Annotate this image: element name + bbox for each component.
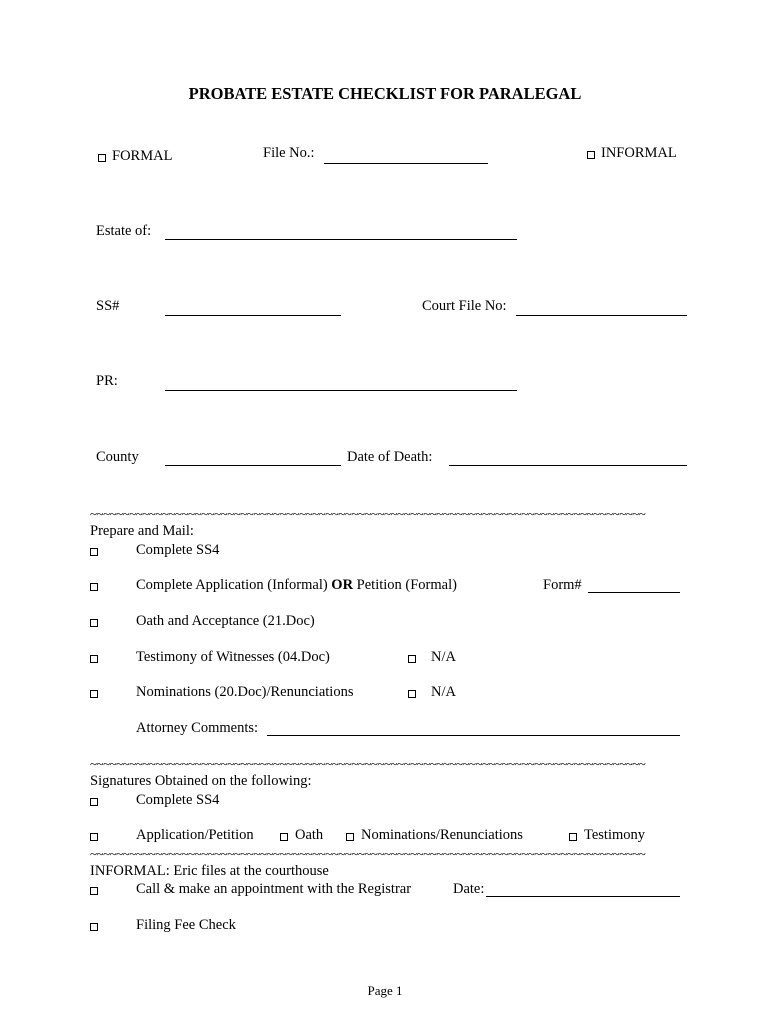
- estate-of-field[interactable]: [165, 239, 517, 240]
- form-no-label: Form#: [543, 577, 582, 593]
- separator-line: ~~~~~~~~~~~~~~~~~~~~~~~~~~~~~~~~~~~~~~~~~~~~~~~~~~~~~~~~~~~~~~~~~~~~~~~~~~~~~~~~~~~~~: [90, 846, 646, 861]
- prepare-application-checkbox[interactable]: [90, 583, 98, 591]
- signatures-application-checkbox[interactable]: [90, 833, 98, 841]
- formal-label: FORMAL: [112, 148, 173, 164]
- prepare-oath-checkbox[interactable]: [90, 619, 98, 627]
- court-file-no-field[interactable]: [516, 315, 687, 316]
- pr-label: PR:: [96, 373, 118, 389]
- date-of-death-field[interactable]: [449, 465, 687, 466]
- prepare-testimony-label: Testimony of Witnesses (04.Doc): [136, 649, 330, 665]
- prepare-testimony-checkbox[interactable]: [90, 655, 98, 663]
- page-number: Page 1: [367, 983, 403, 998]
- attorney-comments-label: Attorney Comments:: [136, 720, 259, 736]
- separator-line: ~~~~~~~~~~~~~~~~~~~~~~~~~~~~~~~~~~~~~~~~~~~~~~~~~~~~~~~~~~~~~~~~~~~~~~~~~~~~~~~~~~~~~: [90, 506, 646, 521]
- prepare-nominations-checkbox[interactable]: [90, 690, 98, 698]
- testimony-na-label: N/A: [431, 649, 456, 665]
- signatures-testimony-label: Testimony: [584, 827, 646, 843]
- signatures-nominations-checkbox[interactable]: [346, 833, 354, 841]
- prepare-application-label: Complete Application (Informal) OR Petition (Formal): [136, 577, 457, 593]
- prepare-nominations-label: Nominations (20.Doc)/Renunciations: [136, 684, 354, 700]
- formal-checkbox[interactable]: [98, 154, 106, 162]
- informal-call-label: Call & make an appointment with the Registrar: [136, 881, 412, 897]
- signatures-ss4-label: Complete SS4: [136, 792, 220, 808]
- prepare-heading: Prepare and Mail:: [90, 523, 194, 539]
- signatures-nominations-label: Nominations/Renunciations: [361, 827, 523, 843]
- ss-field[interactable]: [165, 315, 341, 316]
- informal-checkbox[interactable]: [587, 151, 595, 159]
- informal-call-checkbox[interactable]: [90, 887, 98, 895]
- attorney-comments-field[interactable]: [267, 735, 680, 736]
- prepare-ss4-label: Complete SS4: [136, 542, 220, 558]
- filing-fee-checkbox[interactable]: [90, 923, 98, 931]
- file-no-label: File No.:: [263, 145, 315, 161]
- court-file-no-label: Court File No:: [422, 298, 507, 314]
- county-field[interactable]: [165, 465, 341, 466]
- signatures-heading: Signatures Obtained on the following:: [90, 773, 312, 789]
- pr-field[interactable]: [165, 390, 517, 391]
- estate-of-label: Estate of:: [96, 223, 152, 239]
- date-of-death-label: Date of Death:: [347, 449, 433, 465]
- page-title: PROBATE ESTATE CHECKLIST FOR PARALEGAL: [188, 84, 582, 103]
- testimony-na-checkbox[interactable]: [408, 655, 416, 663]
- signatures-testimony-checkbox[interactable]: [569, 833, 577, 841]
- signatures-application-label: Application/Petition: [136, 827, 254, 843]
- informal-label: INFORMAL: [601, 145, 677, 161]
- filing-fee-label: Filing Fee Check: [136, 917, 236, 933]
- signatures-oath-label: Oath: [295, 827, 324, 843]
- county-label: County: [96, 449, 139, 465]
- ss-label: SS#: [96, 298, 120, 314]
- signatures-ss4-checkbox[interactable]: [90, 798, 98, 806]
- informal-date-label: Date:: [453, 881, 485, 897]
- file-no-field[interactable]: [324, 163, 488, 164]
- nominations-na-checkbox[interactable]: [408, 690, 416, 698]
- form-no-field[interactable]: [588, 592, 680, 593]
- informal-heading: INFORMAL: Eric files at the courthouse: [90, 863, 329, 879]
- signatures-oath-checkbox[interactable]: [280, 833, 288, 841]
- prepare-ss4-checkbox[interactable]: [90, 548, 98, 556]
- informal-date-field[interactable]: [486, 896, 680, 897]
- separator-line: ~~~~~~~~~~~~~~~~~~~~~~~~~~~~~~~~~~~~~~~~~~~~~~~~~~~~~~~~~~~~~~~~~~~~~~~~~~~~~~~~~~~~~: [90, 756, 646, 771]
- nominations-na-label: N/A: [431, 684, 456, 700]
- prepare-oath-label: Oath and Acceptance (21.Doc): [136, 613, 315, 629]
